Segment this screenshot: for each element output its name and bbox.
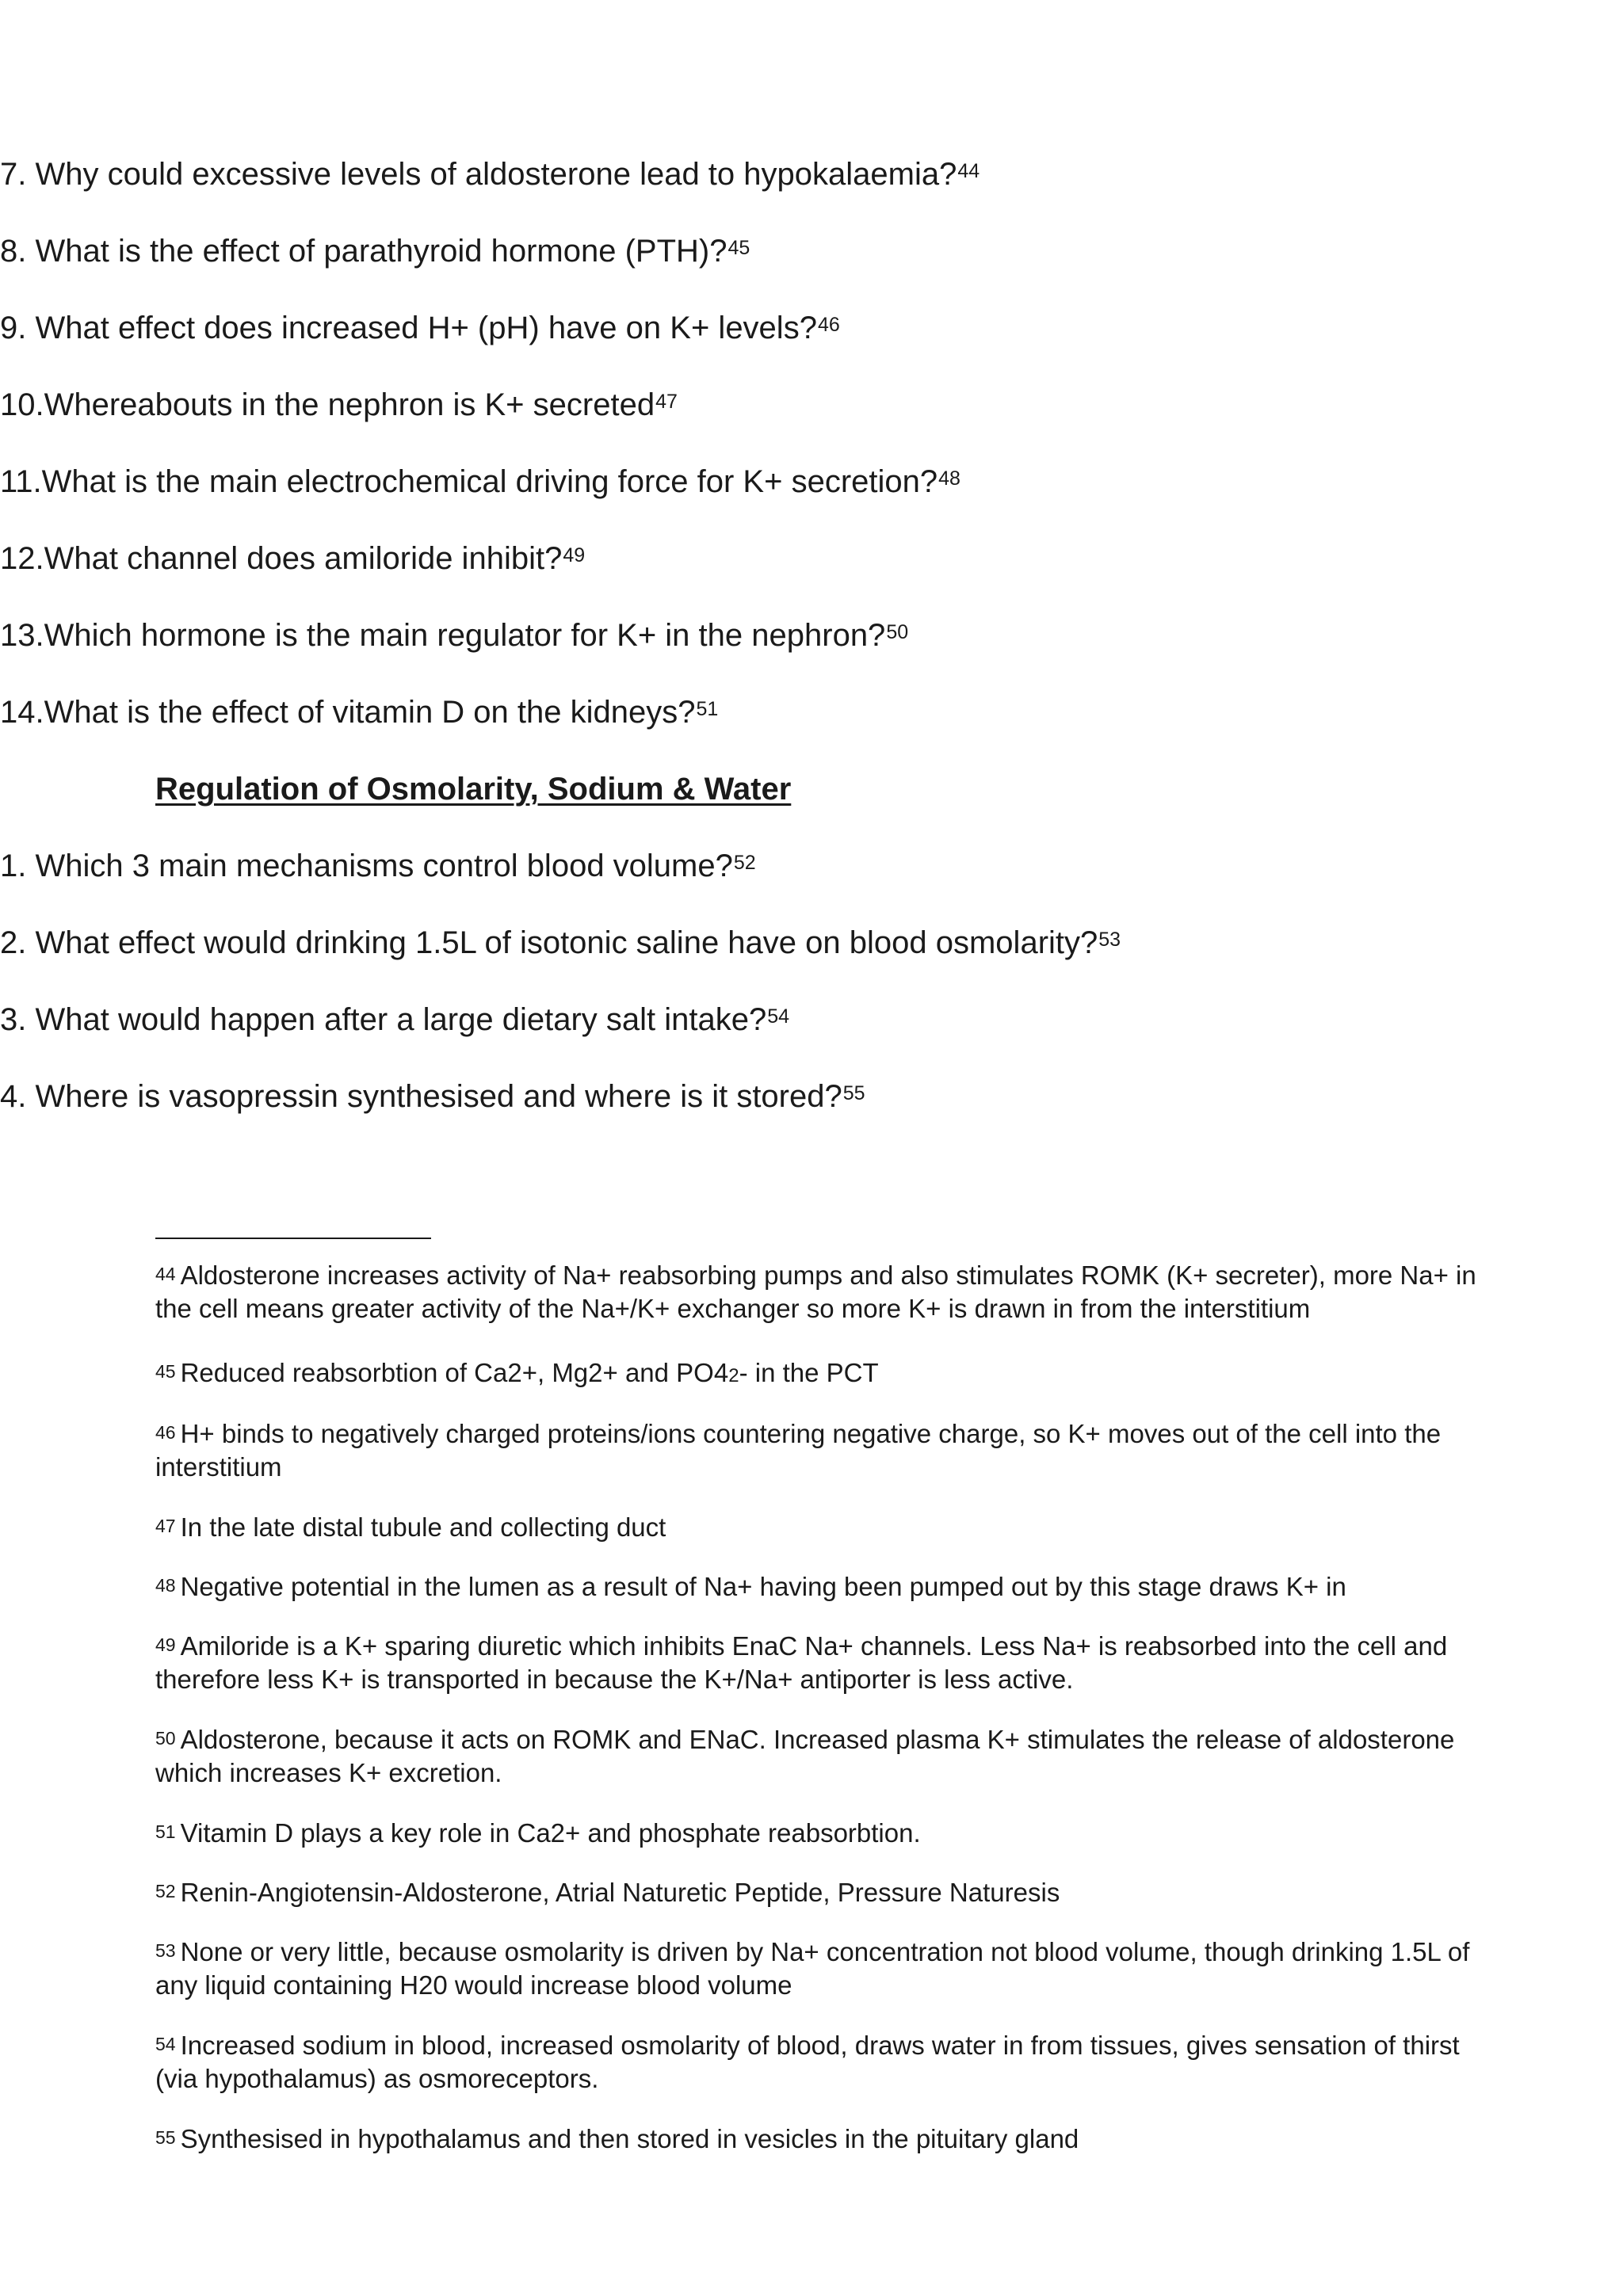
- question-text: 8. What is the effect of parathyroid hormone (PTH)?: [0, 234, 727, 269]
- footnote-45: [155, 1356, 1487, 1393]
- footnote-number: 46: [155, 1422, 176, 1443]
- footnote-47: [155, 1511, 1487, 1544]
- footnote-ref[interactable]: 46: [817, 314, 840, 336]
- footnote-text: H+ binds to negatively charged proteins/ions countering negative charge, so K+ moves out of the cell into the interstitium: [155, 1419, 1442, 1482]
- footnote-number: 50: [155, 1728, 176, 1749]
- footnote-44: [155, 1259, 1487, 1325]
- footnote-number: 51: [155, 1821, 176, 1842]
- question-text: 9. What effect does increased H+ (pH) have on K+ levels?: [0, 311, 817, 345]
- question-text: 10.Whereabouts in the nephron is K+ secreted: [0, 387, 655, 422]
- section-heading: Regulation of Osmolarity, Sodium & Water: [155, 772, 792, 807]
- footnote-ref[interactable]: 48: [938, 467, 960, 490]
- footnote-ref[interactable]: 54: [767, 1005, 790, 1028]
- footnote-text: In the late distal tubule and collecting duct: [180, 1512, 666, 1542]
- question-14: [0, 693, 718, 731]
- footnote-text: Renin-Angiotensin-Aldosterone, Atrial Naturetic Peptide, Pressure Naturesis: [180, 1878, 1060, 1907]
- footnote-text: - in the PCT: [739, 1358, 879, 1387]
- question-text: 2. What effect would drinking 1.5L of isotonic saline have on blood osmolarity?: [0, 925, 1098, 960]
- footnote-text: Negative potential in the lumen as a result of Na+ having been pumped out by this stage draws K+ in: [180, 1572, 1346, 1601]
- question-7: [0, 155, 980, 193]
- footnote-number: 44: [155, 1264, 176, 1284]
- footnote-number: 53: [155, 1940, 176, 1961]
- footnote-ref[interactable]: 49: [563, 544, 586, 566]
- footnote-ref[interactable]: 47: [655, 391, 678, 413]
- footnote-ref[interactable]: 55: [842, 1082, 865, 1104]
- question-text: 13.Which hormone is the main regulator for K+ in the nephron?: [0, 618, 886, 653]
- footnote-51: [155, 1817, 1487, 1850]
- question-11: [0, 463, 960, 501]
- question-8: [0, 232, 750, 270]
- footnote-ref[interactable]: 51: [696, 698, 719, 720]
- question-10: [0, 386, 678, 424]
- footnote-separator: [155, 1238, 431, 1239]
- footnote-text: Amiloride is a K+ sparing diuretic which inhibits EnaC Na+ channels. Less Na+ is reabsorbed into the cell and therefore less K+ is transported in because the K+/Na+ antiporter is less active.: [155, 1631, 1448, 1694]
- footnote-number: 52: [155, 1881, 176, 1901]
- footnote-55: [155, 2122, 1487, 2156]
- question-3: [0, 1001, 789, 1039]
- footnote-48: [155, 1570, 1487, 1604]
- question-12: [0, 540, 585, 578]
- footnote-number: 45: [155, 1361, 176, 1382]
- question-text: 4. Where is vasopressin synthesised and where is it stored?: [0, 1079, 842, 1114]
- footnote-50: [155, 1723, 1487, 1790]
- footnote-number: 47: [155, 1516, 176, 1536]
- footnote-number: 55: [155, 2127, 176, 2148]
- footnote-ref[interactable]: 50: [886, 621, 909, 643]
- footnote-53: [155, 1936, 1487, 2002]
- question-1: [0, 847, 756, 885]
- footnote-54: [155, 2029, 1487, 2096]
- footnote-49: [155, 1630, 1487, 1696]
- footnote-text: Aldosterone increases activity of Na+ reabsorbing pumps and also stimulates ROMK (K+ secreter), more Na+ in the cell means greater activity of the Na+/K+ exchanger so more K+ is drawn in from the interstitium: [155, 1261, 1476, 1323]
- footnote-text: Synthesised in hypothalamus and then stored in vesicles in the pituitary gland: [180, 2124, 1079, 2153]
- question-text: 3. What would happen after a large dietary salt intake?: [0, 1002, 767, 1037]
- footnote-number: 49: [155, 1634, 176, 1655]
- question-9: [0, 309, 840, 347]
- question-text: 14.What is the effect of vitamin D on the kidneys?: [0, 695, 696, 730]
- footnote-text: Reduced reabsorbtion of Ca2+, Mg2+ and PO4: [180, 1358, 729, 1387]
- footnote-ref[interactable]: 45: [727, 237, 750, 259]
- question-13: [0, 616, 908, 654]
- question-text: 12.What channel does amiloride inhibit?: [0, 541, 563, 576]
- footnote-46: [155, 1417, 1487, 1484]
- question-text: 7. Why could excessive levels of aldosterone lead to hypokalaemia?: [0, 157, 957, 192]
- footnote-number: 54: [155, 2034, 176, 2054]
- footnote-52: [155, 1876, 1487, 1909]
- footnote-text: None or very little, because osmolarity is driven by Na+ concentration not blood volume, though drinking 1.5L of any liquid containing H20 would increase blood volume: [155, 1937, 1470, 2000]
- footnote-ref[interactable]: 53: [1098, 929, 1121, 951]
- question-2: [0, 924, 1121, 962]
- footnote-number: 48: [155, 1575, 176, 1596]
- footnote-text: Aldosterone, because it acts on ROMK and ENaC. Increased plasma K+ stimulates the release of aldosterone which increases K+ excretion.: [155, 1725, 1455, 1787]
- footnote-text: Increased sodium in blood, increased osmolarity of blood, draws water in from tissues, gives sensation of thirst (via hypothalamus) as osmoreceptors.: [155, 2031, 1460, 2093]
- footnote-ref[interactable]: 44: [957, 160, 980, 182]
- footnote-ref[interactable]: 52: [733, 852, 756, 874]
- footnote-text: Vitamin D plays a key role in Ca2+ and phosphate reabsorbtion.: [180, 1818, 921, 1848]
- question-text: 11.What is the main electrochemical driving force for K+ secretion?: [0, 464, 938, 499]
- footnote-subscript: 2: [728, 1365, 739, 1386]
- question-text: 1. Which 3 main mechanisms control blood volume?: [0, 849, 733, 883]
- question-4: [0, 1077, 865, 1116]
